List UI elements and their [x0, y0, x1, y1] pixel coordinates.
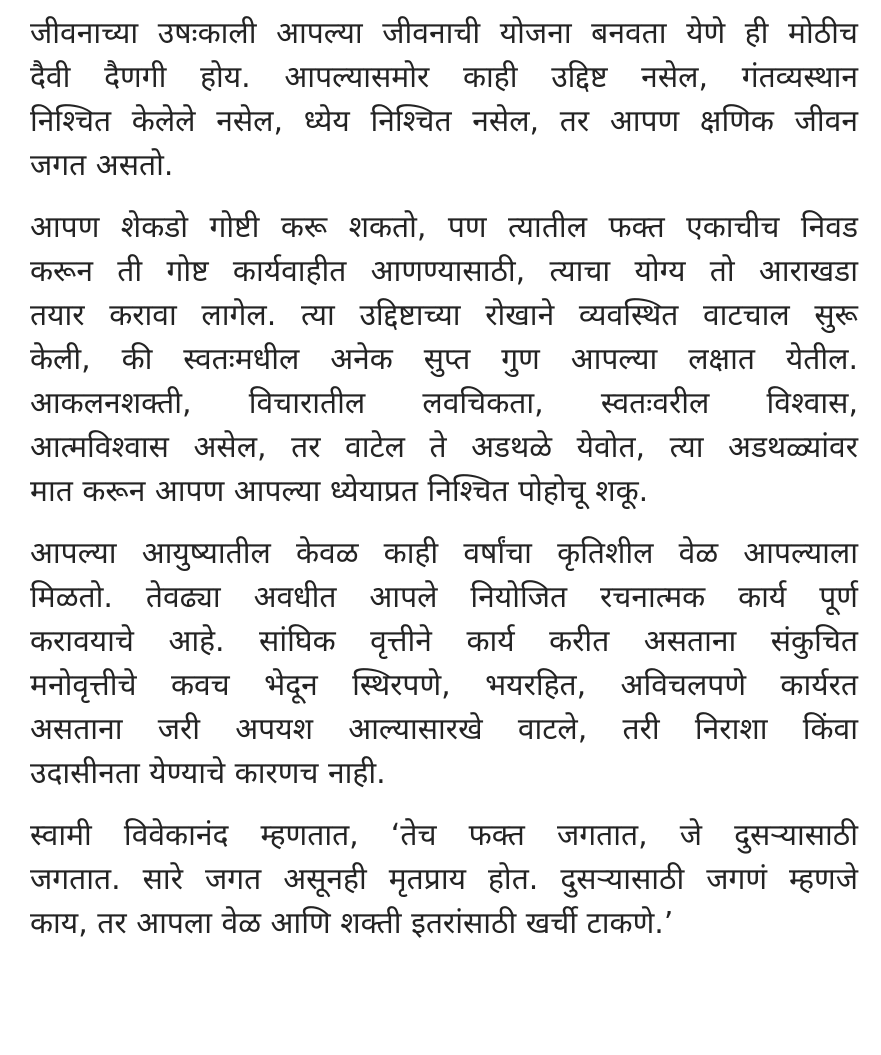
- text-line: आत्मविश्वास असेल, तर वाटेल ते अडथळे येवोत, त्या अडथळ्यांवर: [30, 430, 858, 465]
- text-line: असताना जरी अपयश आल्यासारखे वाटले, तरी निराशा किंवा: [30, 712, 858, 747]
- paragraph-2: [30, 206, 858, 514]
- text-line: आपल्या आयुष्यातील केवळ काही वर्षांचा कृतिशील वेळ आपल्याला: [30, 536, 858, 571]
- text-line: आपण शेकडो गोष्टी करू शकतो, पण त्यातील फक्त एकाचीच निवड: [30, 210, 858, 245]
- paragraph-4: [30, 814, 858, 946]
- text-line: तयार करावा लागेल. त्या उद्दिष्टाच्या रोखाने व्यवस्थित वाटचाल सुरू: [30, 298, 858, 333]
- text-line: दैवी दैणगी होय. आपल्यासमोर काही उद्दिष्ट नसेल, गंतव्यस्थान: [30, 60, 858, 95]
- text-line: काय, तर आपला वेळ आणि शक्ती इतरांसाठी खर्ची टाकणे.’: [30, 906, 674, 941]
- document-page: [30, 12, 858, 964]
- text-line: मिळतो. तेवढ्या अवधीत आपले नियोजित रचनात्मक कार्य पूर्ण: [30, 580, 858, 615]
- text-line: आकलनशक्ती, विचारातील लवचिकता, स्वतःवरील विश्वास,: [30, 386, 858, 421]
- paragraph-1: [30, 12, 858, 188]
- text-line: जगत असतो.: [30, 148, 174, 183]
- text-line: स्वामी विवेकानंद म्हणतात, ‘तेच फक्त जगतात, जे दुसऱ्यासाठी: [30, 818, 858, 853]
- paragraph-3: [30, 532, 858, 796]
- text-line: जगतात. सारे जगत असूनही मृतप्राय होत. दुसऱ्यासाठी जगणं म्हणजे: [30, 862, 858, 897]
- text-line: करून ती गोष्ट कार्यवाहीत आणण्यासाठी, त्याचा योग्य तो आराखडा: [30, 254, 858, 289]
- text-line: निश्चित केलेले नसेल, ध्येय निश्चित नसेल, तर आपण क्षणिक जीवन: [30, 104, 858, 139]
- text-line: मनोवृत्तीचे कवच भेदून स्थिरपणे, भयरहित, अविचलपणे कार्यरत: [30, 668, 858, 703]
- text-line: जीवनाच्या उषःकाली आपल्या जीवनाची योजना बनवता येणे ही मोठीच: [30, 16, 858, 51]
- text-line: करावयाचे आहे. सांघिक वृत्तीने कार्य करीत असताना संकुचित: [30, 624, 858, 659]
- text-line: केली, की स्वतःमधील अनेक सुप्त गुण आपल्या लक्षात येतील.: [30, 342, 858, 377]
- text-line: उदासीनता येण्याचे कारणच नाही.: [30, 756, 386, 791]
- text-line: मात करून आपण आपल्या ध्येयाप्रत निश्चित पोहोचू शकू.: [30, 474, 649, 509]
